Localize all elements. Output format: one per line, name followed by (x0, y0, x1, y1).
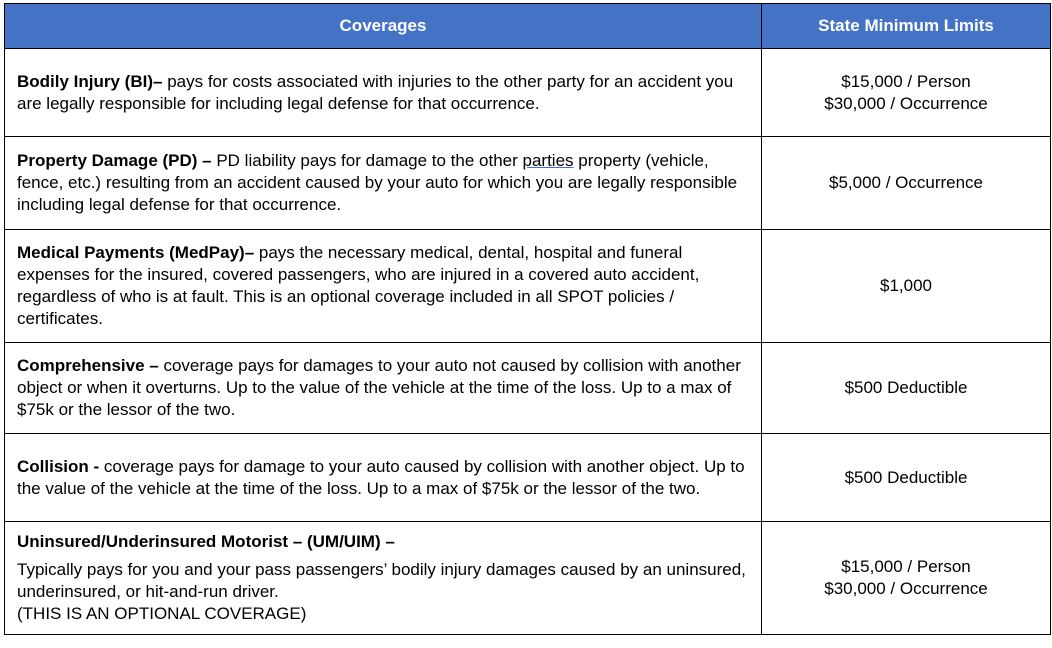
coverage-text: Typically pays for you and your pass passengers’ bodily injury damages caused by an uninsured, underinsured, or hit-and-run driver. (17, 560, 746, 601)
limit-line: $500 Deductible (844, 378, 968, 397)
coverage-title: Property Damage (PD) – (17, 151, 212, 170)
coverage-description (5, 343, 762, 434)
limit-line: $15,000 / Person (841, 71, 971, 91)
table-row (5, 522, 1051, 635)
header-coverages: Coverages (5, 4, 762, 49)
coverage-description (5, 230, 762, 343)
limit-line: $500 Deductible (844, 467, 968, 487)
header-state-minimum-limits: State Minimum Limits (762, 4, 1051, 49)
coverage-limit (762, 343, 1051, 434)
table-row (5, 434, 1051, 522)
coverage-limit (762, 137, 1051, 230)
coverage-text: property (vehicle, fence, etc.) resulting from an accident caused by your auto for which you are legally responsible including legal defense for that occurrence. (17, 151, 738, 214)
coverage-title: Bodily Injury (BI)– (17, 71, 163, 91)
coverage-limit (762, 434, 1051, 522)
coverage-text: coverage pays for damage to your auto caused by collision with another object. Up to the value of the vehicle at the time of the loss. Up to a max of $75k or the lessor of the two. (17, 456, 745, 498)
coverage-text: PD liability pays for damage to the other (211, 151, 523, 170)
coverage-table-container (4, 3, 1050, 635)
coverage-title: Uninsured/Underinsured Motorist – (UM/UIM) – (17, 532, 395, 551)
coverage-text: coverage pays for damages to your auto not caused by collision with another object or when it overturns. Up to the value of the vehicle at the time of the loss. Up to a max of $75k or the lessor of the two. (17, 356, 741, 419)
coverage-description (5, 434, 762, 522)
coverage-title: Collision - (17, 456, 100, 476)
coverage-text-underlined: parties (522, 151, 574, 170)
table-row (5, 343, 1051, 434)
coverage-limit (762, 230, 1051, 343)
table-row (5, 230, 1051, 343)
coverage-text: pays the necessary medical, dental, hospital and funeral expenses for the insured, covered passengers, who are injured in a covered auto accident, regardless of who is at fault. This is an optional coverage included in all SPOT policies / certificates. (17, 243, 700, 328)
limit-line: $30,000 / Occurrence (824, 93, 988, 113)
coverage-description (5, 49, 762, 137)
table-row (5, 49, 1051, 137)
coverage-title: Comprehensive – (17, 356, 159, 375)
limit-line: $5,000 / Occurrence (828, 173, 984, 192)
coverage-note: (THIS IS AN OPTIONAL COVERAGE) (17, 604, 307, 623)
limit-line: $1,000 (880, 276, 932, 295)
limit-line: $30,000 / Occurrence (824, 579, 988, 598)
table-row (5, 137, 1051, 230)
coverage-limit (762, 522, 1051, 635)
coverage-description (5, 522, 762, 635)
table-header-row (5, 4, 1051, 49)
coverage-limit (762, 49, 1051, 137)
coverage-description (5, 137, 762, 230)
coverage-text: pays for costs associated with injuries to the other party for an accident you are legally responsible for including legal defense for that occurrence. (17, 71, 734, 113)
coverage-title: Medical Payments (MedPay)– (17, 243, 255, 262)
limit-line: $15,000 / Person (841, 557, 971, 576)
coverage-table (4, 3, 1051, 635)
